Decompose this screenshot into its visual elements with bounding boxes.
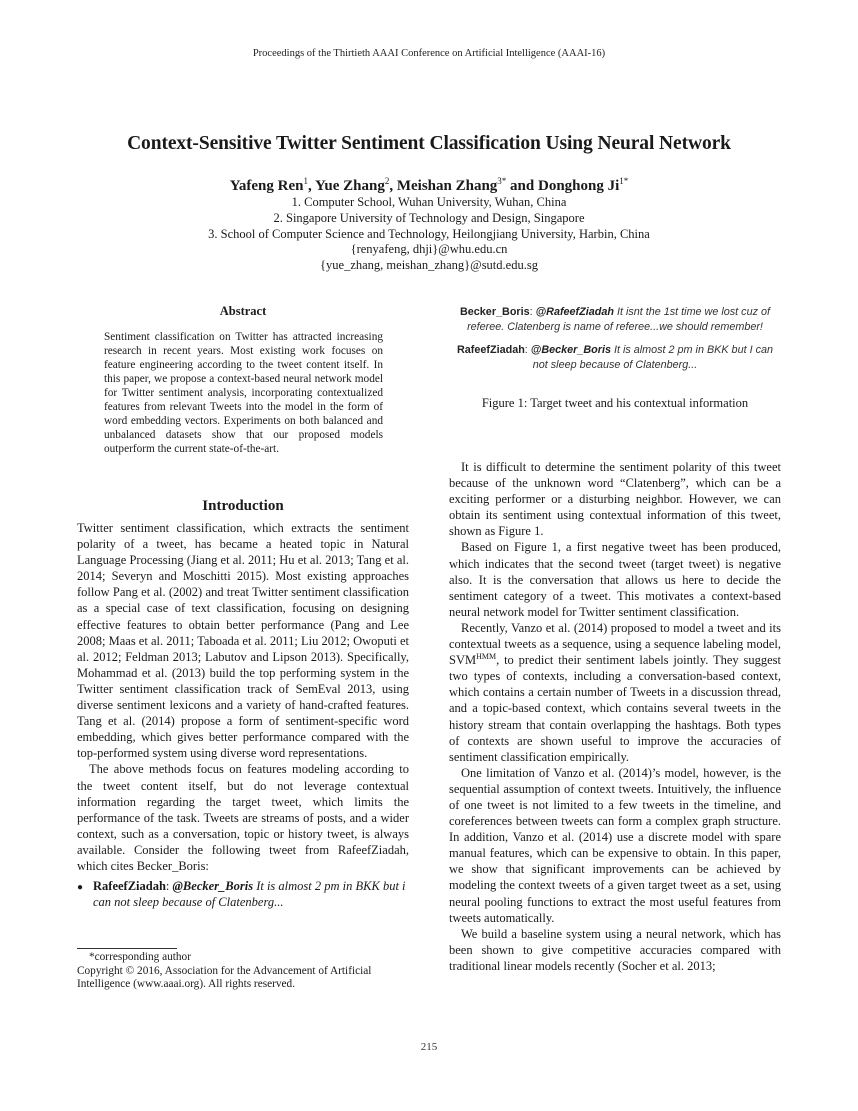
tweet-mention: @Becker_Boris bbox=[172, 879, 254, 894]
introduction-heading: Introduction bbox=[202, 498, 284, 514]
affiliations bbox=[0, 195, 858, 274]
tweet-user: RafeefZiadah bbox=[93, 879, 166, 894]
paragraph: Based on Figure 1, a first negative tweet has been produced, which indicates that the second tweet (target tweet) is negative also. It is the conversation that allows us here to decide the sentiment category of a tweet. This motivates a context-based neural network model for Twitter sentiment classification. bbox=[449, 540, 781, 619]
footnote-copyright: Copyright © 2016, Association for the Advancement of Artificial Intelligence (www.aaai.org). All rights reserved. bbox=[77, 964, 372, 990]
author-name: Yafeng Ren bbox=[229, 178, 304, 194]
author-affil-mark: 2 bbox=[384, 176, 390, 186]
paragraph: Twitter sentiment classification, which extracts the sentiment polarity of a tweet, has became a heated topic in Natural Language Processing (Jiang et al. 2011; Hu et al. 2013; Tang et al. 2014; Severyn and Moschitti 2015). Most existing approaches follow Pang et al. (2002) and treat Twitter sentiment classification as a special case of text classification, focusing on designing effective features to obtain better performance (Pang and Lee 2008; Maas et al. 2011; Taboada et al. 2011; Liu 2012; Owoputi et al. 2012; Feldman 2013; Labutov and Lipson 2013). Specifically, Mohammad et al. (2013) build the top performing system in the Twitter sentiment classification track of SemEval 2013, using diverse sentiment lexicons and a variety of hand-crafted features. Tang et al. (2014) propose a form of sentiment-specific word embedding, which gives better performance compared with the top-performed system using diverse word representations. bbox=[77, 521, 409, 761]
author-separator: , bbox=[389, 178, 397, 194]
footnotes bbox=[77, 951, 409, 992]
affiliation-line: 2. Singapore University of Technology and Design, Singapore bbox=[273, 210, 585, 225]
figure-tweet: RafeefZiadah: @Becker_Boris It is almost 2 pm in BKK but I can not sleep because of Clatenberg... bbox=[457, 344, 773, 371]
superscript: HMM bbox=[476, 652, 497, 662]
author-separator: and bbox=[506, 178, 538, 194]
footnote-corresponding: *corresponding author bbox=[89, 951, 191, 963]
affiliation-line: 3. School of Computer Science and Technology, Heilongjiang University, Harbin, China bbox=[208, 226, 650, 241]
abstract-text: Sentiment classification on Twitter has attracted increasing research in recent years. Most existing work focuses on feature engineering according to the tweet content itself. In this paper, we propose a context-based neural network model for Twitter sentiment analysis, incorporating contextualized features from relevant Tweets into the model in the form of word embedding vectors. Experiments on both balanced and unbalanced datasets show that our proposed models outperform the current state-of-the-art. bbox=[104, 331, 383, 455]
figure-tweet: Becker_Boris: @RafeefZiadah It isnt the 1st time we lost cuz of referee. Clatenberg is name of referee...we should remember! bbox=[460, 306, 770, 333]
author-affil-mark: 1 bbox=[303, 176, 308, 186]
tweet-mention: @RafeefZiadah bbox=[535, 306, 614, 318]
email-line: {renyafeng, dhji}@whu.edu.cn bbox=[350, 242, 508, 257]
bullet-icon: ● bbox=[77, 882, 84, 894]
right-column-body bbox=[449, 459, 781, 974]
paragraph: One limitation of Vanzo et al. (2014)’s model, however, is the sequential assumption of context tweets. Intuitively, the influence of one tweet is not limited to a few tweets in the timeline, and coreferences between tweets can form a complex graph structure. In addition, Vanzo et al. (2014) use a discrete model with spare manual features, which can be expensive to obtain. In this paper, we show that significant improvements can be achieved by modeling the context tweets of a given target tweet as a set, using neural pooling functions to extract the most useful features from tweets automatically. bbox=[449, 765, 781, 925]
tweet-text: It is almost 2 pm in BKK but i can not sleep because of Clatenberg... bbox=[93, 879, 406, 910]
author-affil-mark: 1* bbox=[619, 176, 629, 186]
paragraph: The above methods focus on features modeling according to the tweet content itself, but do not leverage contextual information regarding the target tweet, which limits the performance of the task. Tweets are streams of posts, and a wider context, such as a conversation, topic or history tweet, is always available. Consider the following tweet from RafeefZiadah, which cites Becker_Boris: bbox=[77, 762, 409, 873]
paper-title: Context-Sensitive Twitter Sentiment Classification Using Neural Network bbox=[127, 133, 731, 154]
paragraph: It is difficult to determine the sentiment polarity of this tweet because of the unknown word “Clatenberg”, which can be a exciting performer or a disturbing neighbor. However, we can obtain its sentiment using contextual information of this tweet, shown as Figure 1. bbox=[449, 460, 781, 539]
email-line: {yue_zhang, meishan_zhang}@sutd.edu.sg bbox=[320, 258, 538, 273]
tweet-text: It isnt the 1st time we lost cuz of referee. Clatenberg is name of referee...we should remember! bbox=[467, 306, 770, 333]
affiliation-line: 1. Computer School, Wuhan University, Wuhan, China bbox=[291, 195, 567, 209]
paragraph: We build a baseline system using a neural network, which has been shown to give competitive accuracies compared with traditional linear models recently (Socher et al. 2013; bbox=[449, 926, 781, 973]
author-separator: , bbox=[307, 178, 315, 194]
tweet-bullet: ● RafeefZiadah: @Becker_Boris It is almost 2 pm in BKK but i can not sleep because of Clatenberg... bbox=[77, 879, 406, 910]
author-list bbox=[0, 178, 858, 195]
figure-1 bbox=[449, 305, 781, 381]
author-name: Meishan Zhang bbox=[396, 178, 498, 194]
author-name: Donghong Ji bbox=[537, 178, 620, 194]
introduction-body bbox=[77, 520, 409, 910]
figure-caption: Figure 1: Target tweet and his contextual information bbox=[481, 396, 749, 410]
tweet-user: Becker_Boris bbox=[460, 306, 530, 318]
paragraph: Recently, Vanzo et al. (2014) proposed to model a tweet and its contextual tweets as a sequence, using a sequence labeling model, $SVM^{HMM}$, to predict their sentiment labels jointly. They suggest two types of contexts, including a conversation-based context, which contains a certain number of Tweets in a discussion thread, and a topic-based context, which contains several tweets in the history stream that contain overlapping the hashtags. Both types of contexts are shown useful to improve the accuracies of sentiment classification empirically. bbox=[449, 620, 781, 764]
page-number: 215 bbox=[420, 1041, 438, 1053]
footnote-divider bbox=[77, 948, 177, 949]
author-name: Yue Zhang bbox=[314, 178, 385, 194]
running-head: Proceedings of the Thirtieth AAAI Conference on Artificial Intelligence (AAAI-16) bbox=[252, 48, 606, 59]
tweet-text: It is almost 2 pm in BKK but I can not sleep because of Clatenberg... bbox=[532, 344, 773, 371]
author-affil-mark: 3* bbox=[497, 176, 507, 186]
tweet-mention: @Becker_Boris bbox=[530, 344, 611, 356]
abstract-heading: Abstract bbox=[219, 304, 267, 318]
tweet-user: RafeefZiadah bbox=[457, 344, 525, 356]
